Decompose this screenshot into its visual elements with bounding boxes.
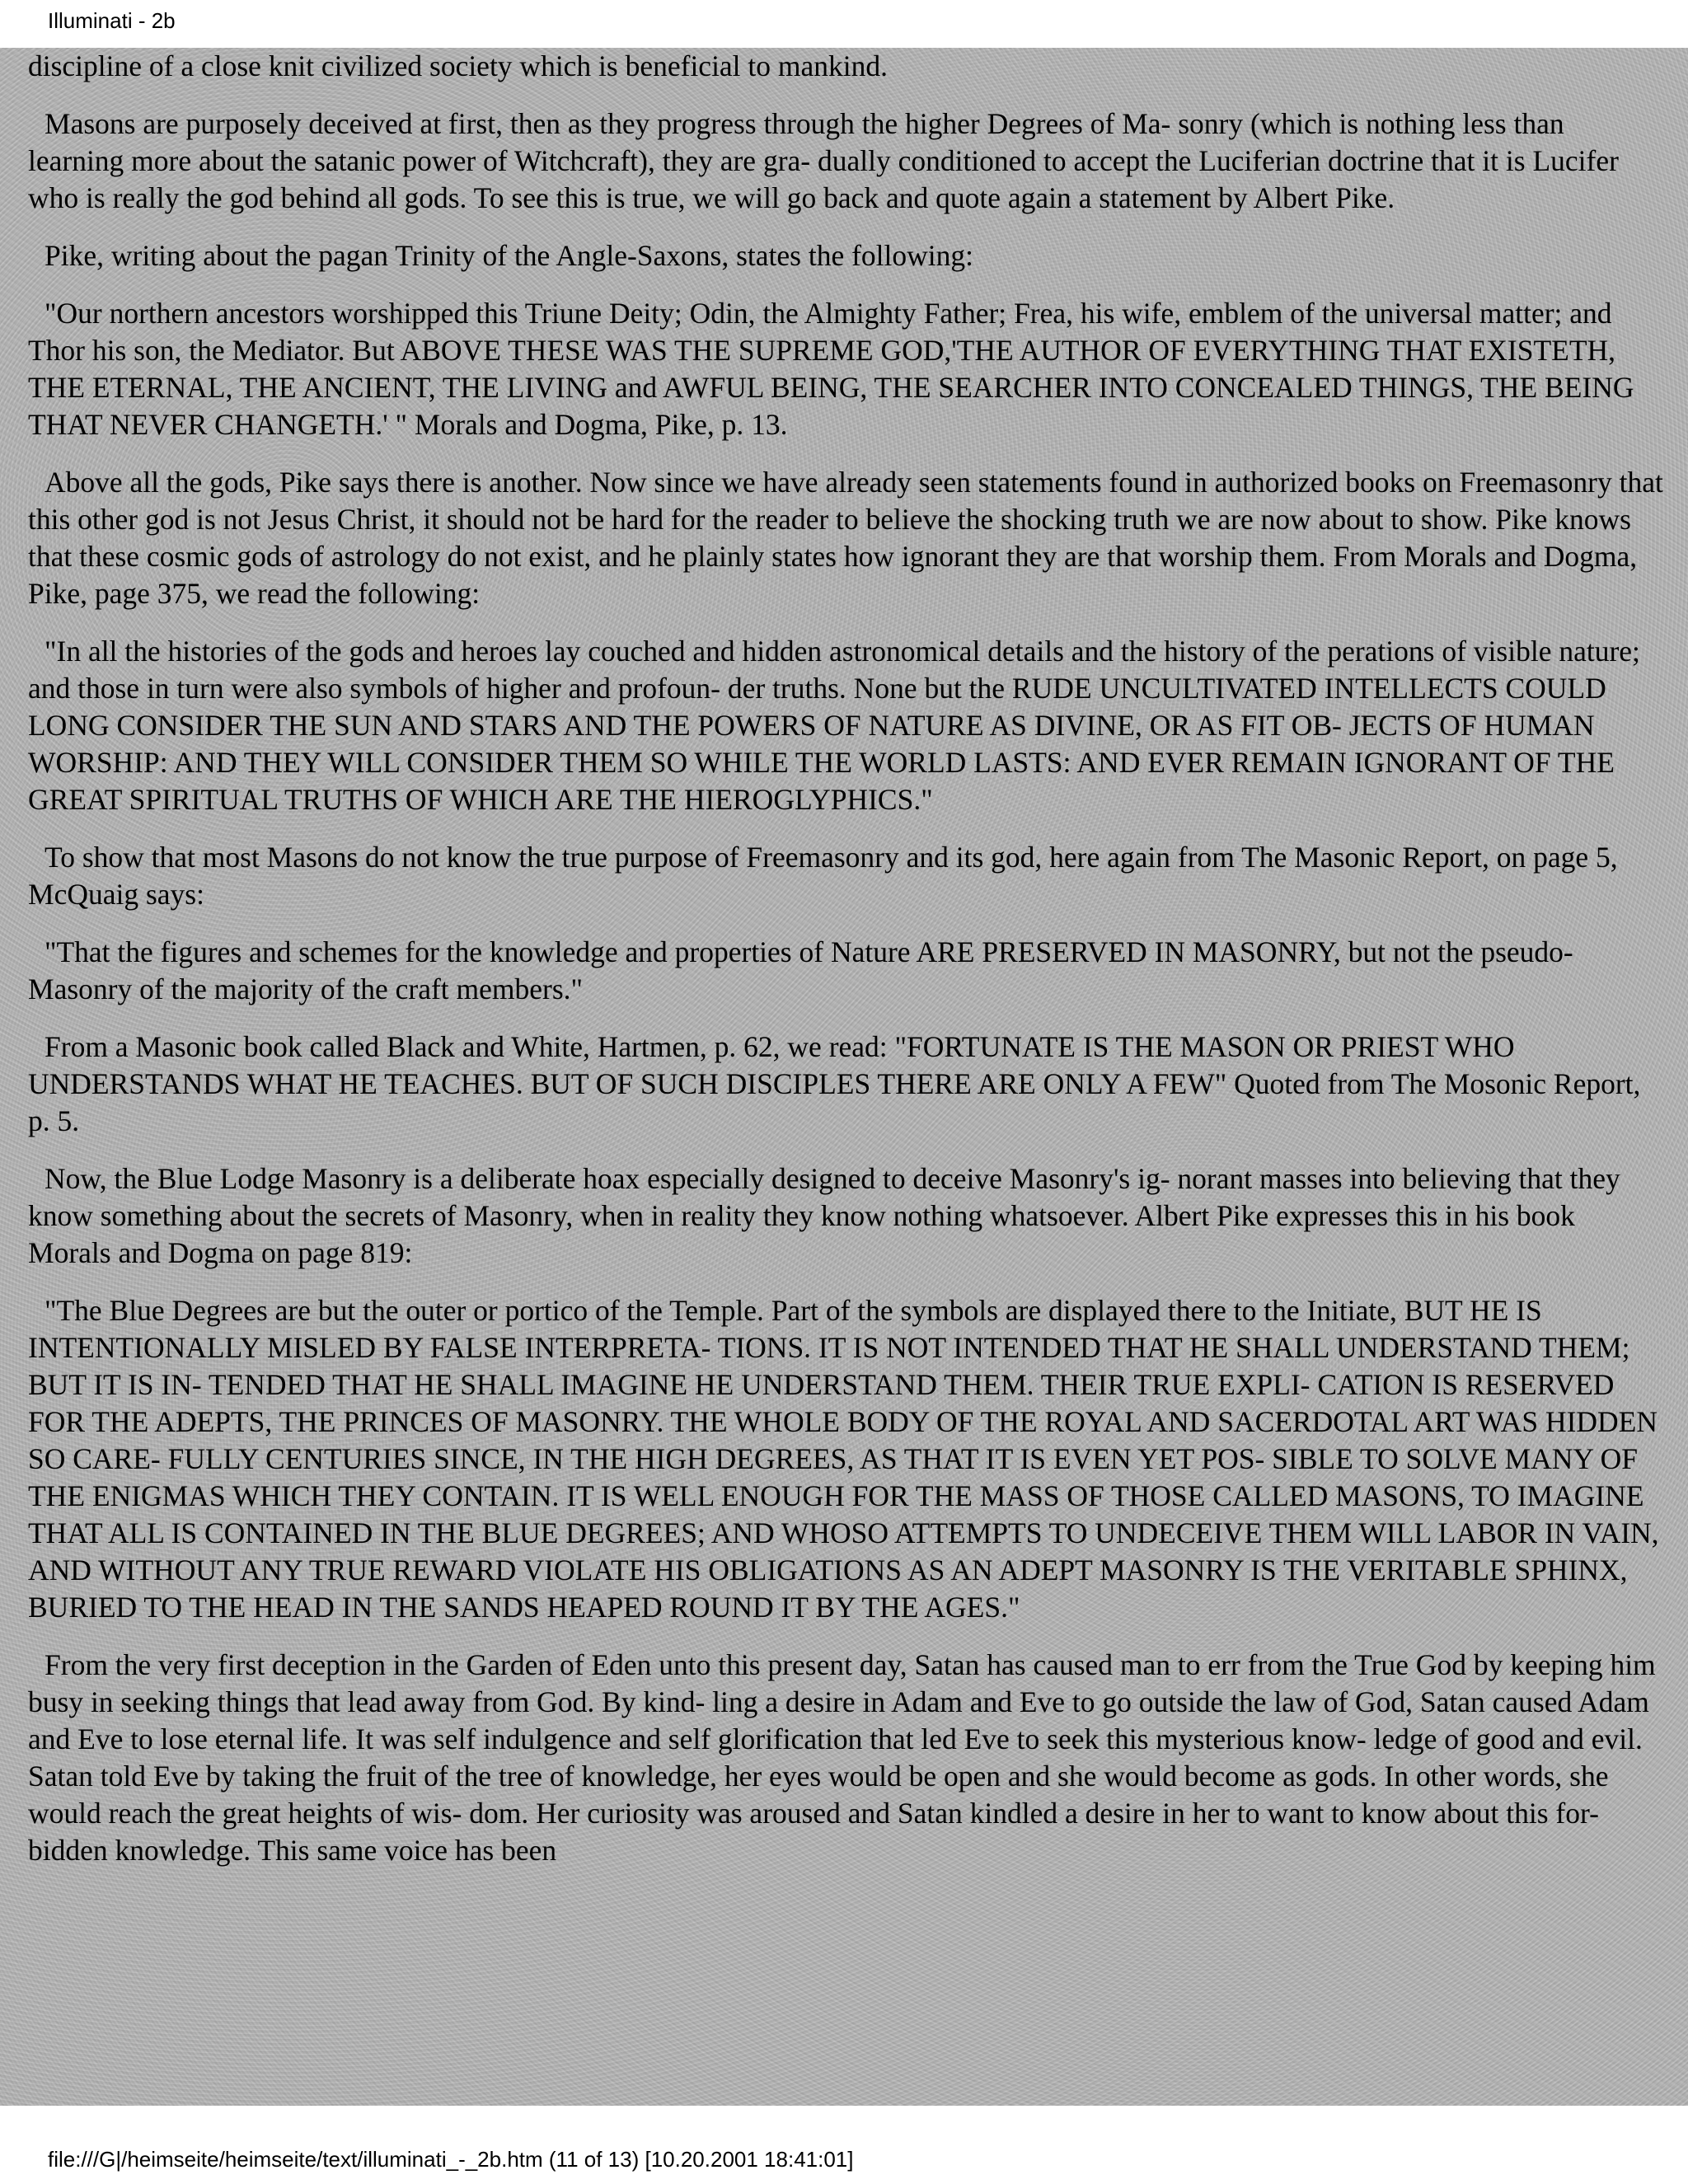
paragraph: Above all the gods, Pike says there is another. Now since we have already seen statements found in authorized books on Freemasonry that this other god is not Jesus Christ, it should not be hard for the reader to believe the shocking truth we are now about to show. Pike knows that these cosmic gods of astrology do not exist, and he plainly states how ignorant they are that worship them. From Morals and Dogma, Pike, page 375, we read the following: xyxy=(28,466,1663,610)
page-title: Illuminati - 2b xyxy=(48,8,176,33)
file-path: file:///G|/heimseite/heimseite/text/illuminati_-_2b.htm (11 of 13) [10.20.2001 18:41:01] xyxy=(48,2147,854,2172)
text-column xyxy=(28,48,1665,1890)
paragraph: "That the figures and schemes for the knowledge and properties of Nature ARE PRESERVED IN MASONRY, but not the pseudo-Masonry of the majority of the craft members." xyxy=(28,935,1573,1005)
paragraph: Masons are purposely deceived at first, then as they progress through the higher Degrees of Ma- sonry (which is nothing less than learning more about the satanic power of Witchcraft), they are gra- dually conditioned to accept the Luciferian doctrine that it is Lucifer who is really the god behind all gods. To see this is true, we will go back and quote again a statement by Albert Pike. xyxy=(28,107,1619,214)
print-footer xyxy=(0,2106,1688,2184)
paragraph: To show that most Masons do not know the true purpose of Freemasonry and its god, here again from The Masonic Report, on page 5, McQuaig says: xyxy=(28,841,1618,911)
document-body[interactable] xyxy=(0,48,1688,2106)
paragraph: From the very first deception in the Garden of Eden unto this present day, Satan has caused man to err from the True God by keeping him busy in seeking things that lead away from God. By kind- ling a desire in Adam and Eve to go outside the law of God, Satan caused Adam and Eve to lose eternal life. It was self indulgence and self glorification that led Eve to seek this mysterious know- ledge of good and evil. Satan told Eve by taking the fruit of the tree of knowledge, her eyes would be open and she would become as gods. In other words, she would reach the great heights of wis- dom. Her curiosity was aroused and Satan kindled a desire in her to want to know about this for- bidden knowledge. This same voice has been xyxy=(28,1648,1656,1867)
paragraph: "Our northern ancestors worshipped this Triune Deity; Odin, the Almighty Father; Frea, his wife, emblem of the universal matter; and Thor his son, the Mediator. But ABOVE THESE WAS THE SUPREME GOD,'THE AUTHOR OF EVERYTHING THAT EXISTETH, THE ETERNAL, THE ANCIENT, THE LIVING and AWFUL BEING, THE SEARCHER INTO CONCEALED THINGS, THE BEING THAT NEVER CHANGETH.' " Morals and Dogma, Pike, p. 13. xyxy=(28,297,1634,441)
paragraph: Now, the Blue Lodge Masonry is a deliberate hoax especially designed to deceive Masonry's ig- norant masses into believing that they know something about the secrets of Masonry, when in reality they know nothing whatsoever. Albert Pike expresses this in his book Morals and Dogma on page 819: xyxy=(28,1162,1620,1269)
paragraph: Pike, writing about the pagan Trinity of the Angle-Saxons, states the following: xyxy=(45,239,974,272)
paragraph: From a Masonic book called Black and White, Hartmen, p. 62, we read: "FORTUNATE IS THE MASON OR PRIEST WHO UNDERSTANDS WHAT HE TEACHES. BUT OF SUCH DISCIPLES THERE ARE ONLY A FEW" Quoted from The Mosonic Report, p. 5. xyxy=(28,1030,1641,1137)
paragraph: discipline of a close knit civilized society which is beneficial to mankind. xyxy=(28,49,889,82)
paragraph: "In all the histories of the gods and heroes lay couched and hidden astronomical details and the history of the perations of visible nature; and those in turn were also symbols of higher and profoun- der truths. None but the RUDE UNCULTIVATED INTELLECTS COULD LONG CONSIDER THE SUN AND STARS AND THE POWERS OF NATURE AS DIVINE, OR AS FIT OB- JECTS OF HUMAN WORSHIP: AND THEY WILL CONSIDER THEM SO WHILE THE WORLD LASTS: AND EVER REMAIN IGNORANT OF THE GREAT SPIRITUAL TRUTHS OF WHICH ARE THE HIEROGLYPHICS." xyxy=(28,635,1640,816)
print-header xyxy=(0,0,1688,48)
paragraph: "The Blue Degrees are but the outer or portico of the Temple. Part of the symbols are displayed there to the Initiate, BUT HE IS INTENTIONALLY MISLED BY FALSE INTERPRETA- TIONS. IT IS NOT INTENDED THAT HE SHALL UNDERSTAND THEM; BUT IT IS IN- TENDED THAT HE SHALL IMAGINE HE UNDERSTAND THEM. THEIR TRUE EXPLI- CATION IS RESERVED FOR THE ADEPTS, THE PRINCES OF MASONRY. THE WHOLE BODY OF THE ROYAL AND SACERDOTAL ART WAS HIDDEN SO CARE- FULLY CENTURIES SINCE, IN THE HIGH DEGREES, AS THAT IT IS EVEN YET POS- SIBLE TO SOLVE MANY OF THE ENIGMAS WHICH THEY CONTAIN. IT IS WELL ENOUGH FOR THE MASS OF THOSE CALLED MASONS, TO IMAGINE THAT ALL IS CONTAINED IN THE BLUE DEGREES; AND WHOSO ATTEMPTS TO UNDECEIVE THEM WILL LABOR IN VAIN, AND WITHOUT ANY TRUE REWARD VIOLATE HIS OBLIGATIONS AS AN ADEPT MASONRY IS THE VERITABLE SPHINX, BURIED TO THE HEAD IN THE SANDS HEAPED ROUND IT BY THE AGES." xyxy=(28,1294,1659,1624)
